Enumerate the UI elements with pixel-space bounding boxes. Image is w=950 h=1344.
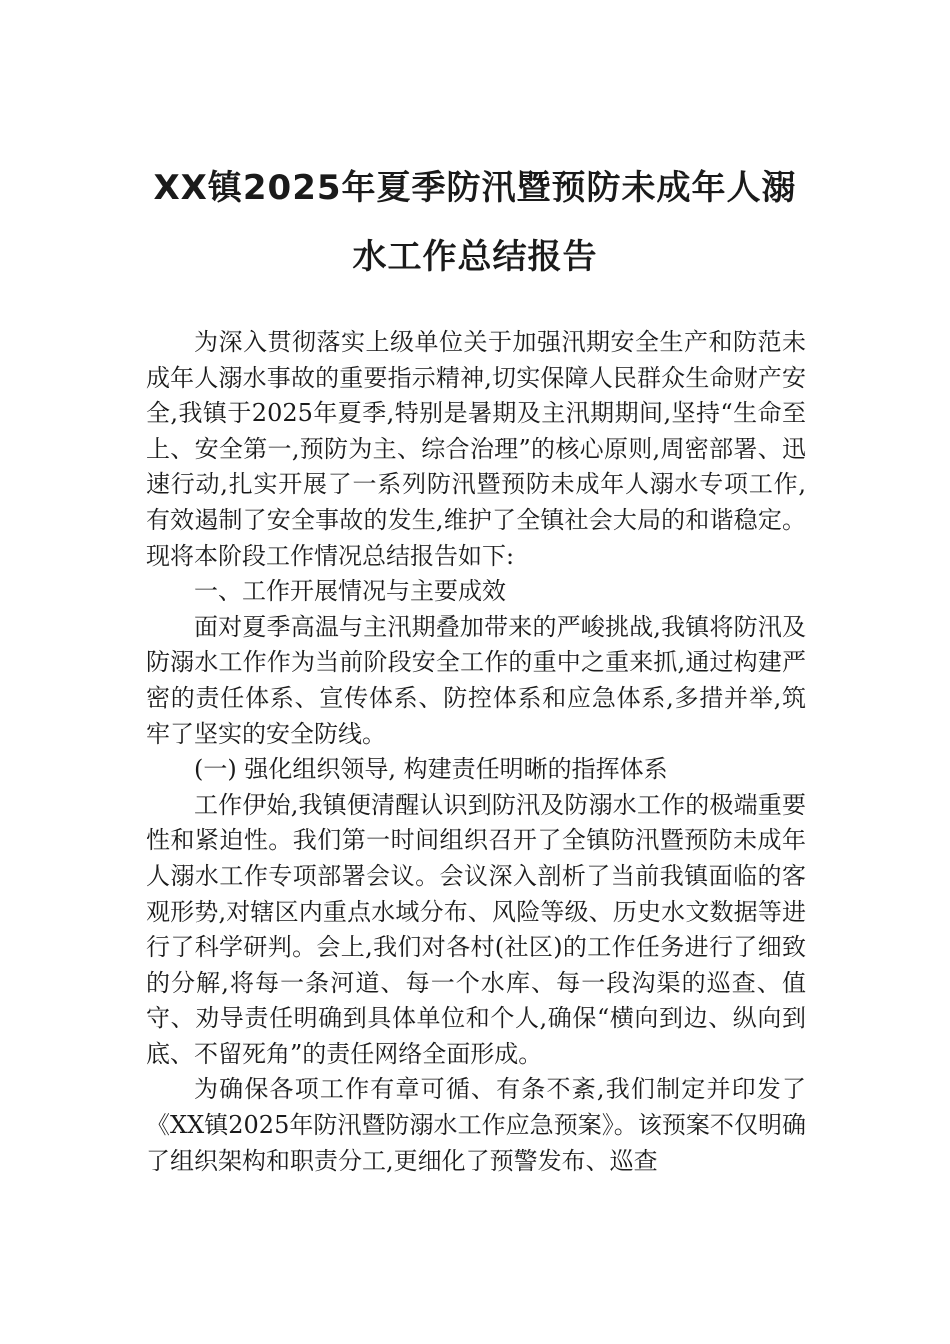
section-1-heading: 一、工作开展情况与主要成效 [194,577,506,606]
section-1-paragraph: 面对夏季高温与主汛期叠加带来的严峻挑战,我镇将防汛及防溺水工作作为当前阶段安全工作的重中之重来抓,通过构建严密的责任体系、宣传体系、防控体系和应急体系,多措并举,筑牢了坚实的安全防线。 [146,612,806,748]
subsection-1-heading: (一) 强化组织领导, 构建责任明晰的指挥体系 [194,755,668,784]
subsection-1-paragraph-2: 为确保各项工作有章可循、有条不紊,我们制定并印发了《XX镇2025年防汛暨防溺水工作应急预案》。该预案不仅明确了组织架构和职责分工,更细化了预警发布、巡查 [146,1075,806,1175]
document-title-line-2: 水工作总结报告 [352,237,598,277]
subsection-1-paragraph-1: 工作伊始,我镇便清醒认识到防汛及防溺水工作的极端重要性和紧迫性。我们第一时间组织召开了全镇防汛暨预防未成年人溺水工作专项部署会议。会议深入剖析了当前我镇面临的客观形势,对辖区内重点水域分布、风险等级、历史水文数据等进行了科学研判。会上,我们对各村(社区)的工作任务进行了细致的分解,将每一条河道、每一个水库、每一段沟渠的巡查、值守、劝导责任明确到具体单位和个人,确保“横向到边、纵向到底、不留死角”的责任网络全面形成。 [146,790,806,1068]
document-body [146,325,806,1179]
document-title-line-1: XX镇2025年夏季防汛暨预防未成年人溺 [153,168,797,208]
intro-paragraph: 为深入贯彻落实上级单位关于加强汛期安全生产和防范未成年人溺水事故的重要指示精神,切实保障人民群众生命财产安全,我镇于2025年夏季,特别是暑期及主汛期期间,坚持“生命至上、安全第一,预防为主、综合治理”的核心原则,周密部署、迅速行动,扎实开展了一系列防汛暨预防未成年人溺水专项工作,有效遏制了安全事故的发生,维护了全镇社会大局的和谐稳定。现将本阶段工作情况总结报告如下: [146,328,806,570]
